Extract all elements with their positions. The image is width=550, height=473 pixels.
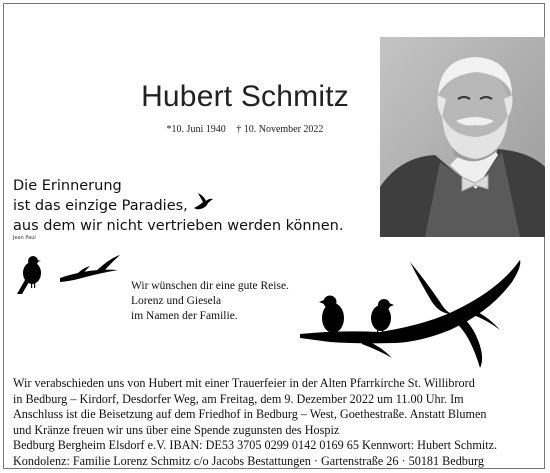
birth-date: *10. Juni 1940 [166, 124, 226, 135]
right-bird-icon [371, 299, 394, 335]
portrait-image [380, 37, 545, 237]
deceased-name: Hubert Schmitz [141, 80, 349, 113]
details-line: Kondolenz: Familie Lorenz Schmitz c/o Jacobs Bestattungen · Gartenstraße 26 · 50181 Bedburg [13, 453, 484, 468]
message-line: Wir wünschen dir eine gute Reise. [131, 280, 289, 292]
quote-author: Jean Paul [13, 235, 36, 241]
left-bird-icon [17, 256, 41, 294]
portrait-photo [380, 37, 545, 237]
death-date: † 10. November 2022 [236, 124, 324, 135]
left-branch [60, 255, 120, 282]
details-line: Bedburg Bergheim Elsdorf e.V. IBAN: DE53 3705 0299 0142 0169 65 Kennwort: Hubert Schmitz. [13, 438, 498, 453]
quote-line: aus dem wir nicht vertrieben werden können. [13, 218, 344, 234]
message-line: Lorenz und Giesela [131, 295, 222, 307]
details-line: Wir verabschieden uns von Hubert mit einer Trauerfeier in der Alten Pfarrkirche St. Willibrord [13, 376, 475, 390]
funeral-details [13, 376, 541, 470]
quote-line: ist das einzige Paradies, [13, 198, 188, 214]
details-line: Anschluss ist die Beisetzung auf dem Friedhof in Bedburg – West, Goethestraße. Anstatt Blumen [13, 407, 487, 422]
quote-line: Die Erinnerung [13, 178, 122, 194]
message-line: im Namen der Familie. [131, 310, 238, 322]
life-dates [120, 124, 370, 135]
details-line: in Bedburg – Kirdorf, Desdorfer Weg, am Freitag, dem 9. Dezember 2022 um 11.00 Uhr. Im [13, 391, 464, 406]
family-message [131, 279, 331, 324]
details-line: und Kränze freuen wir uns über eine Spende zugunsten des Hospiz [13, 422, 340, 437]
flying-bird-icon [192, 193, 214, 213]
